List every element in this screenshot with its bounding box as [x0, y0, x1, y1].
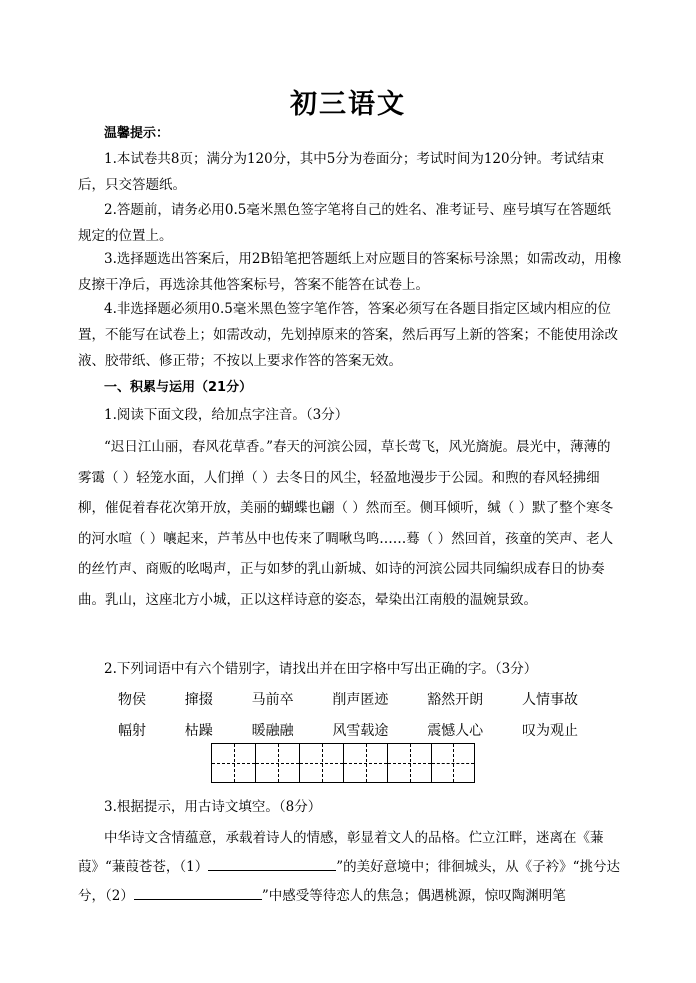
grid-cell[interactable] — [387, 743, 431, 783]
q1-prompt: 1.阅读下面文段，给加点字注音。（3分） — [104, 407, 349, 423]
q1-passage: “迟日江山丽，春风花草香。”春天的河滨公园，草长莺飞，风光旖旎。晨光中，薄薄的雾霭（ ）轻笼水面，人们掸（ ）去冬日的风尘，轻盈地漫步于公园。和煦的春风轻拂细柳，催促着春花次第开放，美丽的蝴蝶也翩（ ）然而至。侧耳倾听，缄（ ）默了整个寒冬的河水喧（ ）嚷起来，芦苇丛中也传来了啁啾鸟鸣……蓦（ ）然回首，孩童的笑声、老人的丝竹声、商贩的吆喝声，正与如梦的乳山新城、如诗的河滨公园共同编织成春日的协奏曲。乳山，这座北方小城，正以这样诗意的姿态，晕染出江南般的温婉景致。 — [78, 439, 614, 608]
word-row-2 — [118, 720, 578, 740]
tianzige-grid — [211, 743, 475, 783]
word-item: 马前卒 — [251, 692, 294, 708]
grid-cell[interactable] — [211, 743, 255, 783]
note-1: 1.本试卷共8页；满分为120分，其中5分为卷面分；考试时间为120分钟。考试结束后，只交答题纸。 — [78, 151, 605, 193]
word-item: 枯躁 — [184, 723, 213, 739]
grid-cell[interactable] — [343, 743, 387, 783]
section-heading: 一、积累与运用（21分） — [104, 380, 253, 395]
answer-blank-1[interactable] — [208, 856, 336, 871]
page-title: 初三语文 — [290, 89, 406, 120]
word-row-1 — [118, 689, 578, 709]
hint-label: 温馨提示： — [104, 126, 170, 141]
q3-text-b: ”的美好意境中；徘徊城头，从《子衿》“挑兮达兮，（2） — [78, 859, 621, 904]
q3-prompt: 3.根据提示，用古诗文填空。（8分） — [104, 799, 322, 815]
word-item: 削声匿迹 — [332, 692, 389, 708]
word-item: 撺掇 — [184, 692, 213, 708]
grid-cell[interactable] — [299, 743, 343, 783]
word-item: 人情事故 — [521, 692, 578, 708]
note-4: 4.非选择题必须用0.5毫米黑色签字笔作答，答案必须写在各题目指定区域内相应的位置，不能写在试卷上；如需改动，先划掉原来的答案，然后再写上新的答案；不能使用涂改液、胶带纸、修正带；不按以上要求作答的答案无效。 — [78, 301, 618, 369]
word-item: 风雪载途 — [332, 723, 389, 739]
word-item: 暖融融 — [251, 723, 294, 739]
grid-cell[interactable] — [431, 743, 475, 783]
grid-cell[interactable] — [255, 743, 299, 783]
answer-blank-2[interactable] — [134, 885, 262, 900]
q3-passage — [78, 824, 623, 911]
word-item: 物侯 — [118, 692, 146, 708]
word-item: 震憾人心 — [427, 723, 484, 739]
word-item: 幅射 — [118, 723, 146, 739]
word-item: 豁然开朗 — [427, 692, 484, 708]
word-item: 叹为观止 — [521, 723, 578, 739]
q3-text-c: ”中感受等待恋人的焦急；偶遇桃源，惊叹陶渊明笔 — [261, 888, 566, 904]
q3-text-a: 中华诗文含情蕴意，承载着诗人的情感，彰显着文人的品格。伫立江畔，迷离在《蒹葭》“蒹葭苍苍，（1） — [78, 830, 604, 875]
note-3: 3.选择题选出答案后，用2B铅笔把答题纸上对应题目的答案标号涂黑；如需改动，用橡皮擦干净后，再选涂其他答案标号，答案不能答在试卷上。 — [78, 251, 622, 293]
q2-prompt: 2.下列词语中有六个错别字，请找出并在田字格中写出正确的字。（3分） — [104, 661, 538, 677]
note-2: 2.答题前，请务必用0.5毫米黑色签字笔将自己的姓名、准考证号、座号填写在答题纸规定的位置上。 — [78, 202, 611, 244]
